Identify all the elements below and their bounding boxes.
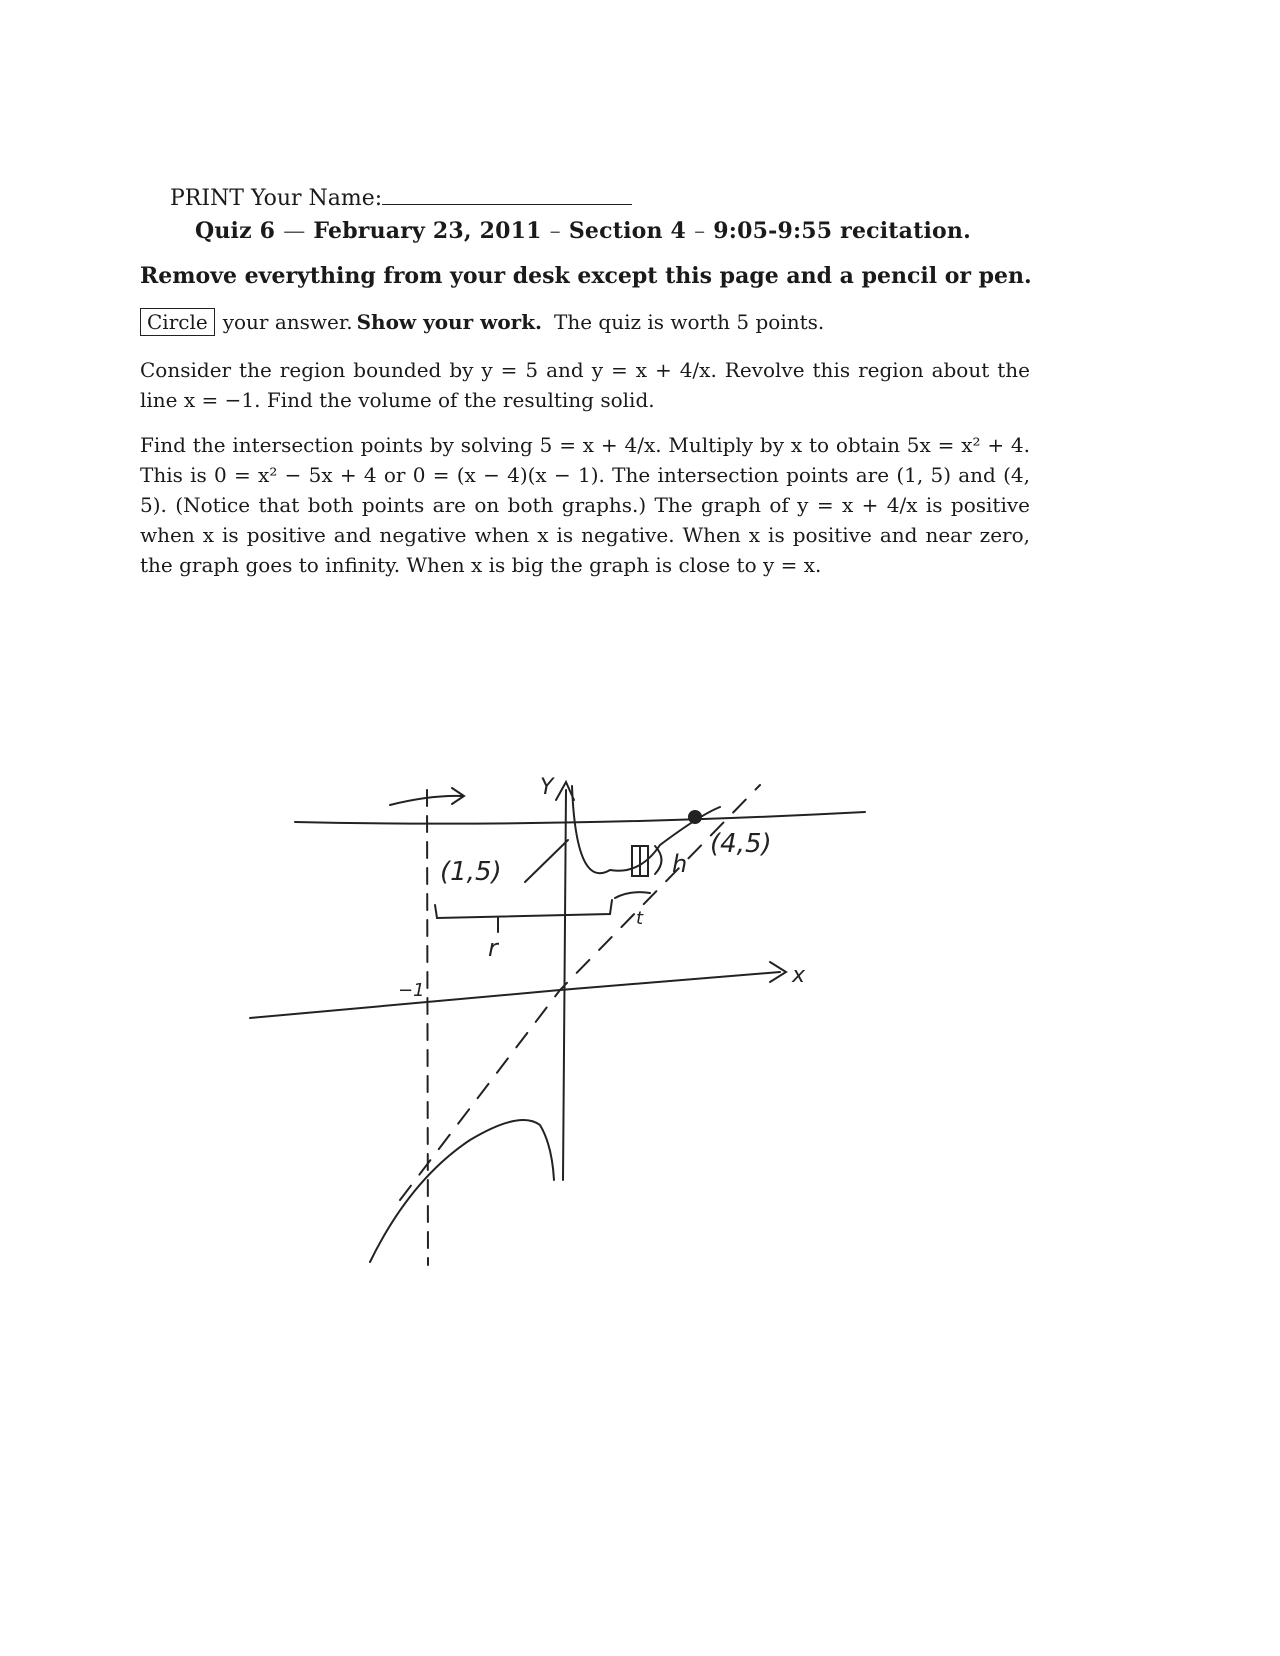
worth-points: The quiz is worth 5 points. — [554, 310, 825, 334]
circle-rest: your answer. — [222, 310, 353, 334]
radius-bracket — [435, 900, 612, 918]
curve-negative-branch — [370, 1120, 554, 1262]
height-label: h — [672, 850, 688, 878]
thickness-label: t — [636, 908, 644, 929]
line-y-equals-5 — [295, 812, 865, 824]
circle-boxed-word: Circle — [140, 308, 215, 336]
name-label: PRINT Your Name: — [170, 186, 383, 211]
remove-instruction: Remove everything from your desk except this page and a pencil or pen. — [140, 263, 1032, 289]
problem-text: Consider the region bounded by y = 5 and y = x + 4/x. Revolve this region about the line x = −1. Find the volume of the resulting solid. — [140, 358, 1030, 412]
quiz-number: Quiz 6 — [195, 218, 276, 244]
x-axis-label: x — [792, 963, 806, 988]
solution-text: Find the intersection points by solving 5 = x + 4/x. Multiply by x to obtain 5x = x² + 4. This is 0 = x² − 5x + 4 or 0 = (x − 4)(x − 1). The intersection points are (1, 5) and (4, 5). (Notice that both points are on both graphs.) The graph of y = x + 4/x is positive when x is positive and negative when x is negative. When x is positive and near zero, the graph goes to infinity. When x is big the graph is close to y = x. — [140, 433, 1030, 577]
quiz-time: 9:05-9:55 recitation. — [713, 218, 971, 244]
pointer-to-left-point — [525, 840, 568, 882]
radius-label: r — [488, 934, 498, 962]
quiz-section: Section 4 — [568, 218, 687, 244]
quiz-date: February 23, 2011 — [313, 218, 542, 244]
curve-positive-branch — [572, 786, 720, 873]
dash-separator: – — [694, 219, 706, 244]
minus-one-label: −1 — [398, 980, 425, 1001]
dash-separator: – — [549, 219, 561, 244]
y-axis-label: Y — [540, 775, 554, 800]
thickness-squiggle — [615, 892, 650, 898]
dash-separator: — — [283, 219, 306, 244]
intersection-point-marker — [688, 810, 702, 824]
revolution-axis-dashed — [427, 790, 428, 1265]
point-right-label: (4,5) — [710, 829, 772, 859]
point-left-label: (1,5) — [440, 857, 502, 887]
show-work: Show your work. — [356, 310, 543, 334]
x-axis-line — [250, 972, 780, 1018]
